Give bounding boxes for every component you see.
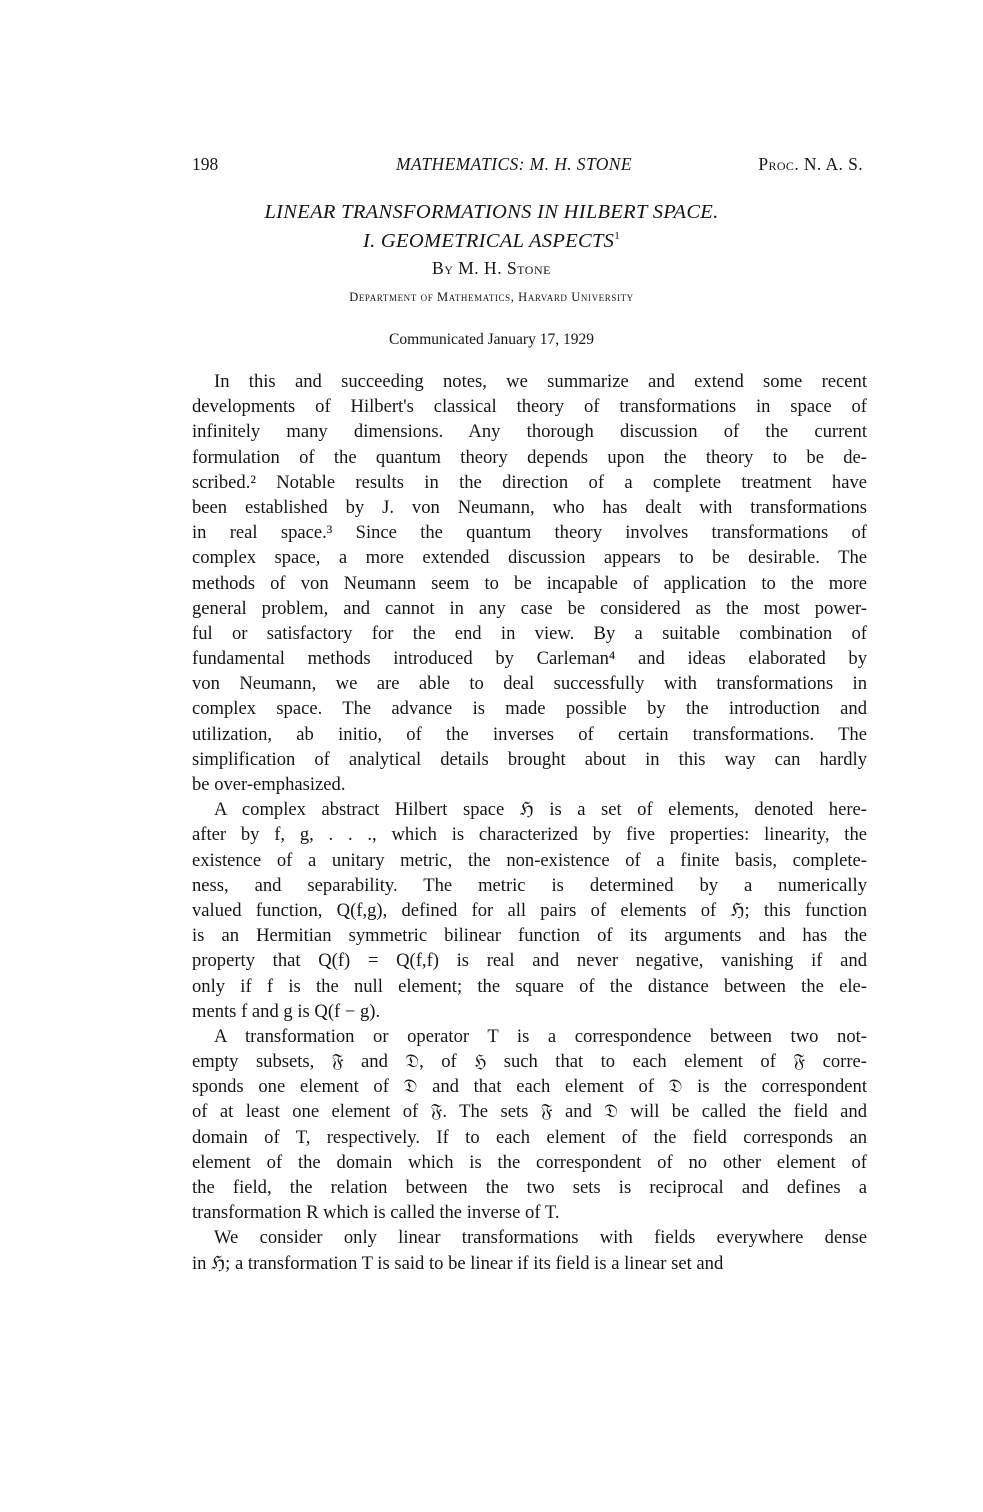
text-line: been established by J. von Neumann, who has dealt with transformations bbox=[192, 496, 867, 518]
communicated-date: Communicated January 17, 1929 bbox=[389, 331, 594, 348]
text-line: is an Hermitian symmetric bilinear function of its arguments and has the bbox=[192, 925, 867, 947]
journal-abbreviation: Proc. N. A. S. bbox=[758, 154, 863, 174]
article-title-line-1: LINEAR TRANSFORMATIONS IN HILBERT SPACE. bbox=[264, 201, 719, 223]
article-title-line-2 bbox=[150, 224, 833, 253]
text-line: after by f, g, . . ., which is characterized by five properties: linearity, the bbox=[192, 824, 867, 846]
text-line: formulation of the quantum theory depends upon the theory to be de- bbox=[192, 446, 867, 468]
text-line: scribed.² Notable results in the direction of a complete treatment have bbox=[192, 471, 867, 493]
article-body bbox=[192, 369, 867, 1276]
text-line: ments f and g is Q(f − g). bbox=[192, 1000, 381, 1022]
text-line: complex space, a more extended discussion appears to be desirable. The bbox=[192, 547, 867, 569]
text-line: the field, the relation between the two sets is reciprocal and defines a bbox=[192, 1177, 867, 1198]
text-line: We consider only linear transformations with fields everywhere dense bbox=[214, 1227, 867, 1249]
text-line: in ℌ; a transformation T is said to be linear if its field is a linear set and bbox=[192, 1252, 724, 1274]
text-line: of at least one element of 𝔉. The sets 𝔉 and 𝔇 will be called the field and bbox=[192, 1101, 867, 1123]
text-line: fundamental methods introduced by Carleman⁴ and ideas elaborated by bbox=[192, 648, 867, 670]
text-line: empty subsets, 𝔉 and 𝔇, of ℌ such that to each element of 𝔉 corre- bbox=[192, 1051, 867, 1073]
paragraph bbox=[192, 1225, 867, 1275]
text-line: ness, and separability. The metric is determined by a numerically bbox=[192, 874, 867, 896]
text-line: transformation R which is called the inverse of T. bbox=[192, 1202, 560, 1224]
text-line: in real space.³ Since the quantum theory involves transformations of bbox=[192, 522, 867, 544]
page-number: 198 bbox=[192, 154, 219, 174]
running-header bbox=[192, 154, 863, 180]
text-line: only if f is the null element; the square of the distance between the ele- bbox=[192, 975, 867, 997]
text-line: be over-emphasized. bbox=[192, 774, 346, 795]
text-line: complex space. The advance is made possible by the introduction and bbox=[192, 698, 867, 720]
text-line: A complex abstract Hilbert space ℌ is a set of elements, denoted here- bbox=[214, 799, 867, 821]
text-line: domain of T, respectively. If to each element of the field corresponds an bbox=[192, 1126, 867, 1148]
article-title-text: I. GEOMETRICAL ASPECTS bbox=[362, 230, 615, 252]
author-affiliation: Department of Mathematics, Harvard University bbox=[349, 290, 634, 304]
paragraph bbox=[192, 1024, 867, 1226]
text-line: existence of a unitary metric, the non-existence of a finite basis, complete- bbox=[192, 849, 867, 871]
running-title: MATHEMATICS: M. H. STONE bbox=[396, 154, 632, 174]
text-line: A transformation or operator T is a correspondence between two not- bbox=[214, 1025, 867, 1047]
title-footnote-marker: 1 bbox=[614, 230, 621, 242]
text-line: utilization, ab initio, of the inverses of certain transformations. The bbox=[192, 723, 867, 745]
text-line: infinitely many dimensions. Any thorough discussion of the current bbox=[192, 421, 867, 443]
text-line: ful or satisfactory for the end in view. By a suitable combination of bbox=[192, 622, 867, 644]
text-line: simplification of analytical details brought about in this way can hardly bbox=[192, 748, 867, 770]
text-line: element of the domain which is the correspondent of no other element of bbox=[192, 1151, 867, 1173]
author-byline: By M. H. Stone bbox=[432, 258, 551, 278]
text-line: general problem, and cannot in any case be considered as the most power- bbox=[192, 597, 867, 619]
text-line: property that Q(f) = Q(f,f) is real and never negative, vanishing if and bbox=[192, 950, 867, 972]
text-line: valued function, Q(f,g), defined for all pairs of elements of ℌ; this function bbox=[192, 899, 867, 921]
paragraph bbox=[192, 797, 867, 1024]
paragraph bbox=[192, 369, 867, 797]
text-line: von Neumann, we are able to deal successfully with transformations in bbox=[192, 673, 867, 695]
text-line: developments of Hilbert's classical theory of transformations in space of bbox=[192, 396, 867, 418]
text-line: sponds one element of 𝔇 and that each element of 𝔇 is the correspondent bbox=[192, 1076, 867, 1098]
text-line: methods of von Neumann seem to be incapable of application to the more bbox=[192, 572, 867, 594]
text-line: In this and succeeding notes, we summarize and extend some recent bbox=[214, 371, 867, 392]
